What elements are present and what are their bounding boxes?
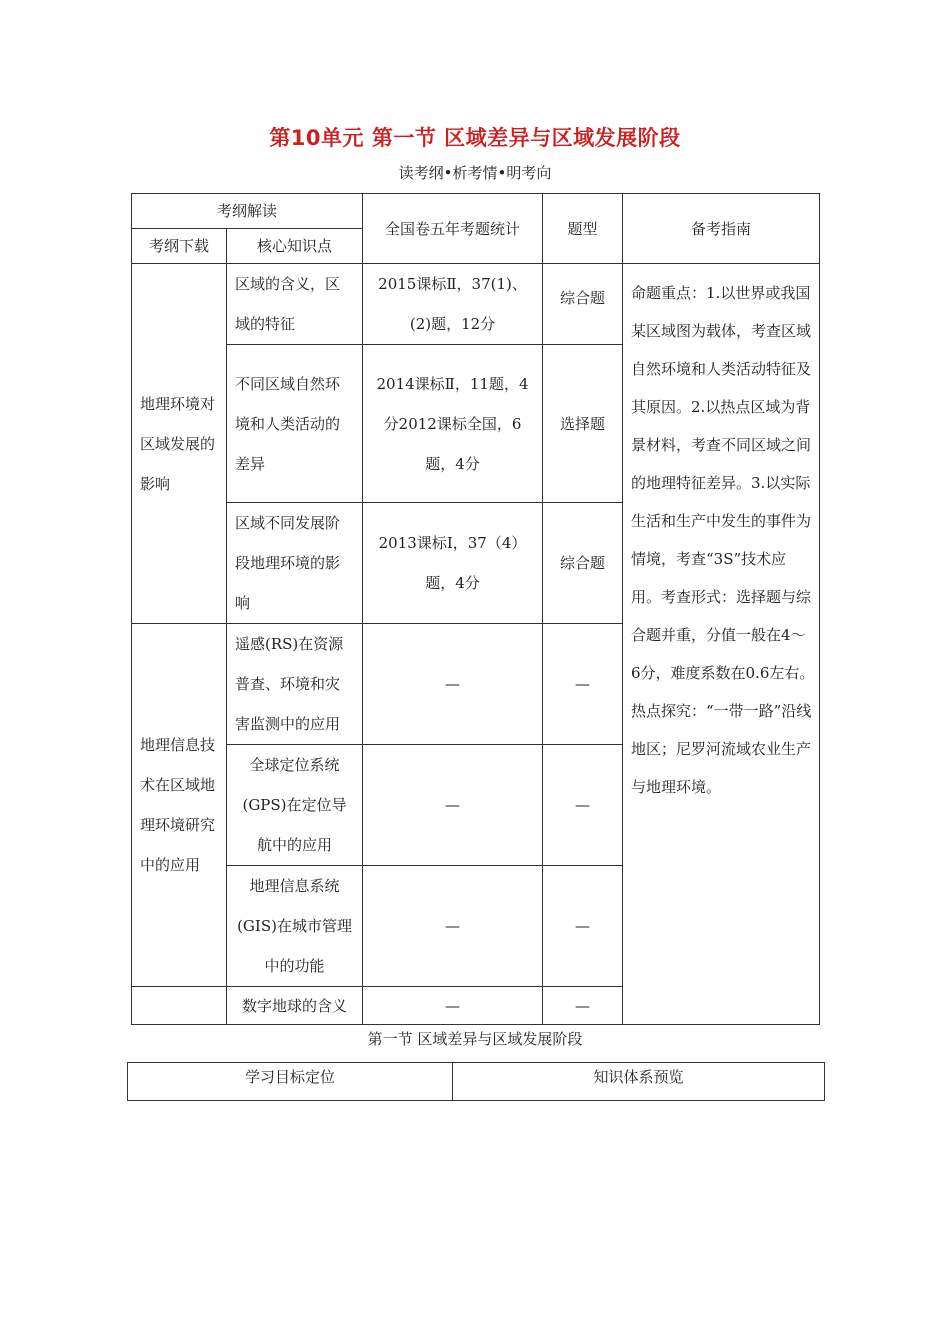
header-core-cell: 核心知识点 — [227, 229, 363, 264]
core-cell: 区域的含义，区域的特征 — [227, 264, 363, 345]
stats-cell: — — [363, 987, 543, 1025]
type-cell: — — [543, 987, 623, 1025]
type-cell: 综合题 — [543, 503, 623, 624]
header-type-cell: 题型 — [543, 194, 623, 264]
section-title: 第一节 区域差异与区域发展阶段 — [367, 1030, 583, 1048]
type-cell: 选择题 — [543, 345, 623, 503]
core-cell: 遥感(RS)在资源普查、环境和灾害监测中的应用 — [227, 624, 363, 745]
core-cell: 不同区域自然环境和人类活动的差异 — [227, 345, 363, 503]
core-cell: 数字地球的含义 — [227, 987, 363, 1025]
page-title: 第10单元 第一节 区域差异与区域发展阶段 — [269, 126, 681, 150]
table-header-row — [128, 1063, 825, 1101]
table-header-row — [132, 194, 820, 229]
download-cell — [132, 987, 227, 1025]
header-stats-cell: 全国卷五年考题统计 — [363, 194, 543, 264]
download-cell: 地理信息技术在区域地理环境研究中的应用 — [132, 624, 227, 987]
core-cell: 区域不同发展阶段地理环境的影响 — [227, 503, 363, 624]
download-cell: 地理环境对区域发展的影响 — [132, 264, 227, 624]
preview-header-cell: 知识体系预览 — [453, 1063, 825, 1101]
learning-goal-table — [127, 1062, 825, 1101]
goal-header-cell: 学习目标定位 — [128, 1063, 453, 1101]
guide-cell — [623, 264, 820, 1025]
header-guide-cell: 备考指南 — [623, 194, 820, 264]
header-download-cell: 考纲下载 — [132, 229, 227, 264]
core-cell: 地理信息系统(GIS)在城市管理中的功能 — [227, 866, 363, 987]
page-subtitle: 读考纲•析考情•明考向 — [398, 164, 552, 182]
type-cell: — — [543, 624, 623, 745]
stats-cell: 2015课标Ⅱ，37(1)、(2)题，12分 — [363, 264, 543, 345]
header-group-cell: 考纲解读 — [132, 194, 363, 229]
stats-cell: 2013课标Ⅰ，37（4）题，4分 — [363, 503, 543, 624]
stats-cell: — — [363, 866, 543, 987]
guide-text: 命题重点：1.以世界或我国某区域图为载体，考查区域自然环境和人类活动特征及其原因。2.以热点区域为背景材料，考查不同区域之间的地理特征差异。3.以实际生活和生产中发生的事件为情境，考查“3S”技术应用。考查形式：选择题与综合题并重，分值一般在4～6分，难度系数在0.6左右。热点探究：“一带一路”沿线地区；尼罗河流域农业生产与地理环境。 — [631, 284, 815, 796]
table-row — [132, 264, 820, 345]
stats-cell: — — [363, 745, 543, 866]
stats-cell: — — [363, 624, 543, 745]
type-cell: — — [543, 866, 623, 987]
core-cell: 全球定位系统(GPS)在定位导航中的应用 — [227, 745, 363, 866]
type-cell: — — [543, 745, 623, 866]
type-cell: 综合题 — [543, 264, 623, 345]
stats-cell: 2014课标Ⅱ，11题，4分2012课标全国，6题，4分 — [363, 345, 543, 503]
exam-outline-table — [131, 193, 820, 1025]
